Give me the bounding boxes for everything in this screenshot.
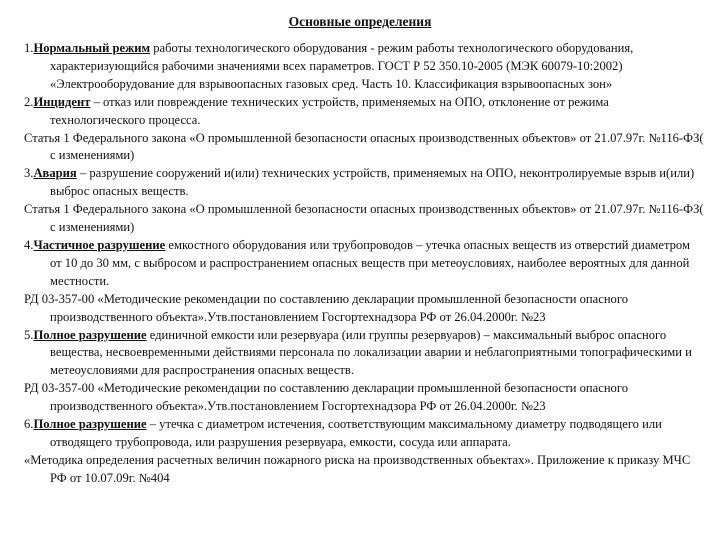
definition-number: 3. — [24, 166, 34, 181]
definition-number: 1. — [24, 41, 34, 55]
definition-3 — [24, 165, 704, 201]
definition-5 — [24, 327, 704, 381]
definition-6 — [24, 416, 704, 452]
page-title: Основные определения — [288, 14, 432, 29]
definition-text: – разрушение сооружений и(или) технических устройств, применяемых на ОПО, неконтролируемые взрыв и(или) выброс опасных веществ. — [50, 166, 695, 199]
definition-term: Частичное разрушение — [33, 237, 166, 252]
definition-term: Нормальный режим — [33, 41, 151, 55]
definition-source: РД 03-357-00 «Методические рекомендации по составлению декларации промышленной безопасности опасного производственного объекта».Утв.постановлением Госгортехнадзора РФ от 26.04.2000г. №23 — [24, 291, 629, 324]
definition-text: емкостного оборудования или трубопроводов – утечка опасных веществ из отверстий диаметром от 10 до 30 мм, с выбросом и распространением опасных веществ при метеоусловиях, наиболее вероятных для данной местности. — [50, 237, 690, 288]
definition-text: – утечка с диаметром истечения, соответствующим максимальному диаметру подводящего или отводящего трубопровода, или разрушения резервуара, емкости, сосуда или аппарата. — [50, 417, 662, 449]
definition-source: Статья 1 Федерального закона «О промышленной безопасности опасных производственных объектов» от 21.07.97г. №116-ФЗ( с изменениями) — [24, 130, 704, 163]
definition-term: Полное разрушение — [33, 327, 147, 342]
definition-term: Авария — [33, 166, 77, 181]
definition-number: 2. — [24, 94, 34, 109]
definition-source: Статья 1 Федерального закона «О промышленной безопасности опасных производственных объектов» от 21.07.97г. №116-ФЗ( с изменениями) — [24, 202, 704, 235]
definition-number: 4. — [24, 237, 34, 252]
definition-text: – отказ или повреждение технических устройств, применяемых на ОПО, отклонение от режима технологического процесса. — [50, 94, 609, 127]
definition-1 — [24, 40, 704, 94]
definition-text: единичной емкости или резервуара (или группы резервуаров) – максимальный выброс опасного вещества, несвоевременными действиями персонала по локализации аварии и неблагоприятными топографическими и метеоусловиями для распространения опасных веществ. — [50, 327, 692, 378]
definition-number: 6. — [24, 417, 34, 432]
definition-source: РД 03-357-00 «Методические рекомендации по составлению декларации промышленной безопасности опасного производственного объекта».Утв.постановлением Госгортехнадзора РФ от 26.04.2000г. №23 — [24, 381, 629, 414]
definition-number: 5. — [24, 327, 34, 342]
definition-term: Инцидент — [33, 94, 91, 109]
definition-text: работы технологического оборудования - режим работы технологического оборудования, характеризующийся рабочими значениями всех параметров. ГОСТ Р 52 350.10-2005 (МЭК 60079-10:2002) «Электрооборудование для взрывоопасных газовых сред. Часть 10. Классификация взрывоопасных зон» — [50, 41, 634, 91]
definitions-list — [24, 40, 704, 488]
definition-term: Полное разрушение — [33, 417, 147, 432]
definition-2 — [24, 94, 704, 130]
definition-source: «Методика определения расчетных величин пожарного риска на производственных объектах». Приложение к приказу МЧС РФ от 10.07.09г. №404 — [24, 452, 691, 485]
definition-4 — [24, 237, 704, 291]
